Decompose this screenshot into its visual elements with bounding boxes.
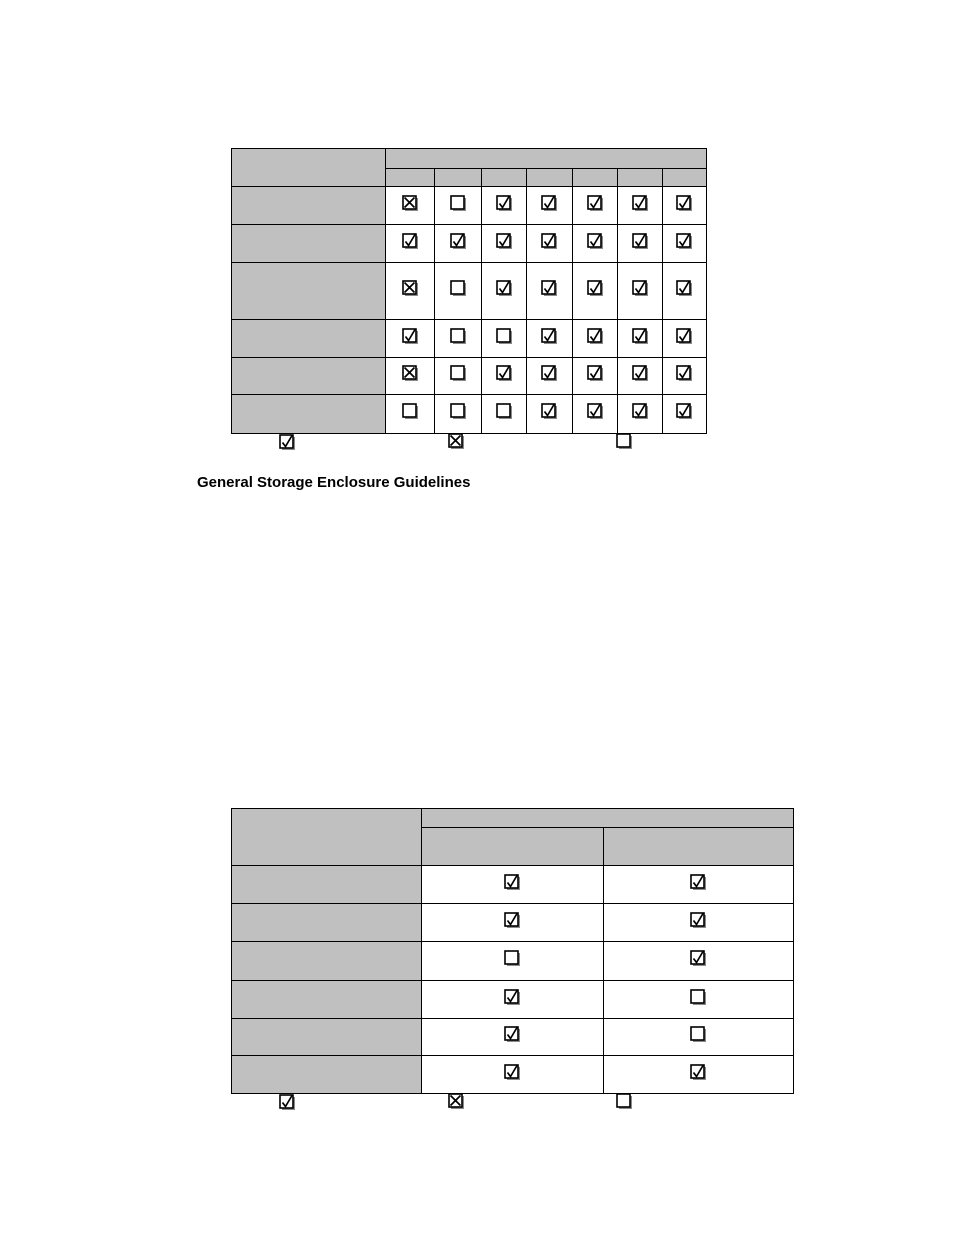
table1-cell	[482, 263, 527, 320]
table2-row	[232, 981, 794, 1019]
table1-cell	[527, 225, 573, 263]
section-heading: General Storage Enclosure Guidelines	[197, 474, 471, 491]
table1-cell	[527, 358, 573, 395]
checked-checkbox-icon	[690, 912, 707, 929]
table2-row-label	[232, 866, 422, 904]
checked-checkbox-icon	[690, 950, 707, 967]
table1-cell	[618, 187, 663, 225]
table1-column-header	[573, 169, 618, 187]
table1-column-header	[482, 169, 527, 187]
table2-group-header	[422, 809, 794, 828]
checked-checkbox-icon	[450, 233, 467, 250]
empty-checkbox-icon	[450, 403, 467, 420]
table1-cell	[527, 263, 573, 320]
checked-checkbox-icon	[402, 233, 419, 250]
table1-column-header	[527, 169, 573, 187]
checked-checkbox-icon	[541, 280, 558, 297]
empty-checkbox-icon	[402, 403, 419, 420]
table1-column-header	[618, 169, 663, 187]
legend-checked-checkbox-icon	[279, 434, 296, 451]
table1-cell	[386, 263, 435, 320]
checked-checkbox-icon	[676, 403, 693, 420]
table2-column-header	[422, 828, 604, 866]
table1-cell	[482, 358, 527, 395]
table1-cell	[573, 358, 618, 395]
table2-cell	[604, 904, 794, 942]
table1-row-label	[232, 263, 386, 320]
table1-cell	[386, 358, 435, 395]
table1-cell	[435, 187, 482, 225]
checked-checkbox-icon	[504, 1026, 521, 1043]
table1-cell	[482, 187, 527, 225]
crossed-checkbox-icon	[402, 365, 419, 382]
checked-checkbox-icon	[541, 195, 558, 212]
checked-checkbox-icon	[496, 233, 513, 250]
table1-cell	[573, 263, 618, 320]
checked-checkbox-icon	[541, 233, 558, 250]
compatibility-table-1	[231, 148, 707, 434]
empty-checkbox-icon	[450, 280, 467, 297]
checked-checkbox-icon	[676, 280, 693, 297]
table2-row	[232, 904, 794, 942]
table1-cell	[435, 320, 482, 358]
table2-cell	[604, 942, 794, 981]
legend-crossed-checkbox-icon	[448, 433, 465, 450]
table1-cell	[618, 225, 663, 263]
table1-cell	[435, 225, 482, 263]
table1-cell	[663, 395, 707, 434]
checked-checkbox-icon	[676, 233, 693, 250]
table1-cell	[573, 320, 618, 358]
table1-cell	[435, 263, 482, 320]
checked-checkbox-icon	[632, 195, 649, 212]
checked-checkbox-icon	[587, 403, 604, 420]
table1-row-label	[232, 395, 386, 434]
table1-row-label	[232, 320, 386, 358]
table1-cell	[482, 395, 527, 434]
table1-row	[232, 263, 707, 320]
table1-row-header-corner	[232, 149, 386, 187]
legend-empty-checkbox-icon	[616, 1093, 633, 1110]
table2-header-row-1	[232, 809, 794, 828]
table2-cell	[422, 1056, 604, 1094]
table1-column-header	[386, 169, 435, 187]
checked-checkbox-icon	[690, 874, 707, 891]
table2-cell	[422, 866, 604, 904]
checked-checkbox-icon	[541, 365, 558, 382]
table1-column-header	[435, 169, 482, 187]
empty-checkbox-icon	[496, 403, 513, 420]
checked-checkbox-icon	[504, 912, 521, 929]
table1-cell	[663, 358, 707, 395]
table1-cell	[482, 225, 527, 263]
table1-header-row-1	[232, 149, 707, 169]
table1-cell	[482, 320, 527, 358]
table2-cell	[604, 866, 794, 904]
table1-row	[232, 320, 707, 358]
checked-checkbox-icon	[632, 403, 649, 420]
table1-cell	[527, 395, 573, 434]
legend-crossed-checkbox-icon	[448, 1093, 465, 1110]
table1-cell	[663, 263, 707, 320]
table2-row-label	[232, 1056, 422, 1094]
table1-cell	[435, 358, 482, 395]
checked-checkbox-icon	[632, 280, 649, 297]
table1-row-label	[232, 187, 386, 225]
checked-checkbox-icon	[541, 403, 558, 420]
empty-checkbox-icon	[496, 328, 513, 345]
checked-checkbox-icon	[676, 195, 693, 212]
table1-cell	[527, 187, 573, 225]
empty-checkbox-icon	[690, 1026, 707, 1043]
table2-cell	[604, 1056, 794, 1094]
checked-checkbox-icon	[496, 195, 513, 212]
table1-cell	[386, 395, 435, 434]
crossed-checkbox-icon	[402, 195, 419, 212]
table1-cell	[618, 358, 663, 395]
table1-cell	[435, 395, 482, 434]
checked-checkbox-icon	[496, 365, 513, 382]
table2-row-label	[232, 904, 422, 942]
checked-checkbox-icon	[504, 874, 521, 891]
table1-cell	[573, 395, 618, 434]
empty-checkbox-icon	[450, 365, 467, 382]
table1-cell	[618, 263, 663, 320]
table2-cell	[604, 1019, 794, 1056]
empty-checkbox-icon	[450, 328, 467, 345]
compatibility-table-2	[231, 808, 794, 1094]
checked-checkbox-icon	[632, 365, 649, 382]
table1-group-header	[386, 149, 707, 169]
table2-row	[232, 1019, 794, 1056]
table1-column-header	[663, 169, 707, 187]
empty-checkbox-icon	[504, 950, 521, 967]
checked-checkbox-icon	[676, 365, 693, 382]
table2-row-label	[232, 942, 422, 981]
table1-row	[232, 225, 707, 263]
table1-cell	[573, 225, 618, 263]
table2-cell	[422, 981, 604, 1019]
table2-row	[232, 942, 794, 981]
checked-checkbox-icon	[496, 280, 513, 297]
table1-cell	[386, 225, 435, 263]
checked-checkbox-icon	[587, 233, 604, 250]
table1-cell	[386, 187, 435, 225]
checked-checkbox-icon	[504, 989, 521, 1006]
table2-row	[232, 1056, 794, 1094]
table1-cell	[386, 320, 435, 358]
checked-checkbox-icon	[587, 365, 604, 382]
table1-row	[232, 187, 707, 225]
table1-cell	[663, 320, 707, 358]
table2-cell	[604, 981, 794, 1019]
table2-cell	[422, 1019, 604, 1056]
table2-row-label	[232, 1019, 422, 1056]
checked-checkbox-icon	[504, 1064, 521, 1081]
crossed-checkbox-icon	[402, 280, 419, 297]
checked-checkbox-icon	[632, 328, 649, 345]
checked-checkbox-icon	[676, 328, 693, 345]
table2-cell	[422, 904, 604, 942]
table1-row-label	[232, 358, 386, 395]
table1-cell	[618, 395, 663, 434]
checked-checkbox-icon	[587, 195, 604, 212]
empty-checkbox-icon	[450, 195, 467, 212]
table1-row-label	[232, 225, 386, 263]
table1-cell	[663, 187, 707, 225]
table1-row	[232, 395, 707, 434]
legend-checked-checkbox-icon	[279, 1094, 296, 1111]
checked-checkbox-icon	[632, 233, 649, 250]
table2-row	[232, 866, 794, 904]
table2-cell	[422, 942, 604, 981]
legend-empty-checkbox-icon	[616, 433, 633, 450]
table1-cell	[663, 225, 707, 263]
table1-cell	[527, 320, 573, 358]
table1-row	[232, 358, 707, 395]
table1-cell	[573, 187, 618, 225]
table2-row-header-corner	[232, 809, 422, 866]
checked-checkbox-icon	[541, 328, 558, 345]
table2-row-label	[232, 981, 422, 1019]
checked-checkbox-icon	[690, 1064, 707, 1081]
checked-checkbox-icon	[587, 280, 604, 297]
table2-column-header	[604, 828, 794, 866]
empty-checkbox-icon	[690, 989, 707, 1006]
checked-checkbox-icon	[587, 328, 604, 345]
table1-cell	[618, 320, 663, 358]
checked-checkbox-icon	[402, 328, 419, 345]
